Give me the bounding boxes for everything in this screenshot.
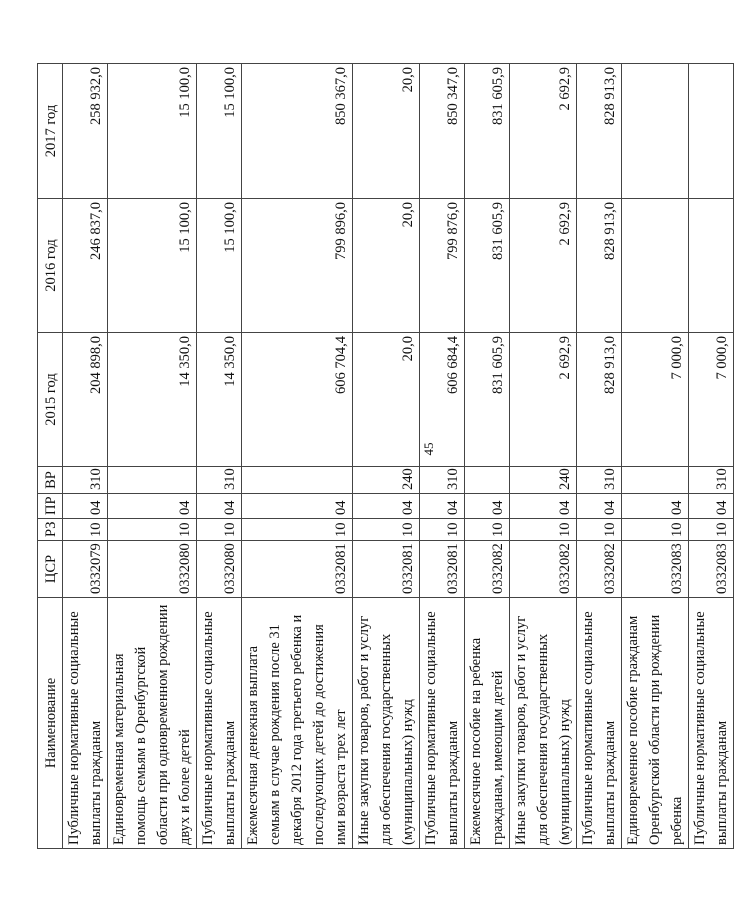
cell-2017: 15 100,0 xyxy=(197,64,242,199)
cell-name: Публичные нормативные социальные выплаты гражданам xyxy=(689,598,734,849)
cell-2017 xyxy=(689,64,734,199)
cell-2015: 7 000,0 xyxy=(622,333,689,467)
cell-2017 xyxy=(622,64,689,199)
cell-2017: 831 605,9 xyxy=(465,64,510,199)
cell-2015: 606 704,4 xyxy=(242,333,353,467)
budget-table xyxy=(37,63,734,849)
cell-2017: 15 100,0 xyxy=(108,64,197,199)
cell-name: Иные закупки товаров, работ и услуг для обеспечения государственных (муниципальных) нужд xyxy=(510,598,577,849)
cell-csr: 0332083 xyxy=(622,541,689,598)
table-row xyxy=(420,64,465,849)
cell-rz: 10 xyxy=(465,519,510,541)
cell-vr: 240 xyxy=(510,467,577,494)
cell-pr: 04 xyxy=(242,494,353,519)
table-row xyxy=(108,64,197,849)
cell-2017: 20,0 xyxy=(353,64,420,199)
cell-pr: 04 xyxy=(353,494,420,519)
cell-rz: 10 xyxy=(242,519,353,541)
cell-pr: 04 xyxy=(197,494,242,519)
cell-2017: 850 347,0 xyxy=(420,64,465,199)
table-row xyxy=(622,64,689,849)
table-header xyxy=(38,64,63,849)
cell-pr: 04 xyxy=(465,494,510,519)
cell-rz: 10 xyxy=(108,519,197,541)
cell-pr: 04 xyxy=(63,494,108,519)
cell-vr: 310 xyxy=(420,467,465,494)
cell-2015: 7 000,0 xyxy=(689,333,734,467)
cell-rz: 10 xyxy=(63,519,108,541)
cell-rz: 10 xyxy=(197,519,242,541)
cell-csr: 0332082 xyxy=(510,541,577,598)
cell-csr: 0332081 xyxy=(353,541,420,598)
cell-csr: 0332081 xyxy=(420,541,465,598)
header-2016: 2016 год xyxy=(38,199,63,333)
cell-2016: 15 100,0 xyxy=(197,199,242,333)
cell-rz: 10 xyxy=(510,519,577,541)
cell-csr: 0332080 xyxy=(108,541,197,598)
table-row xyxy=(689,64,734,849)
cell-pr: 04 xyxy=(420,494,465,519)
cell-2016: 799 876,0 xyxy=(420,199,465,333)
cell-vr xyxy=(108,467,197,494)
cell-rz: 10 xyxy=(353,519,420,541)
cell-2015: 2 692,9 xyxy=(510,333,577,467)
cell-pr: 04 xyxy=(510,494,577,519)
cell-2015: 14 350,0 xyxy=(108,333,197,467)
cell-rz: 10 xyxy=(420,519,465,541)
cell-name: Публичные нормативные социальные выплаты гражданам xyxy=(420,598,465,849)
cell-2016: 15 100,0 xyxy=(108,199,197,333)
cell-2015: 828 913,0 xyxy=(577,333,622,467)
cell-2015: 20,0 xyxy=(353,333,420,467)
cell-vr: 310 xyxy=(577,467,622,494)
table-body xyxy=(63,64,734,849)
table-row xyxy=(242,64,353,849)
cell-name: Единовременная материальная помощь семьям в Оренбургской области при одновременном рождении двух и более детей xyxy=(108,598,197,849)
header-vr: ВР xyxy=(38,467,63,494)
cell-2016: 2 692,9 xyxy=(510,199,577,333)
cell-2016: 20,0 xyxy=(353,199,420,333)
cell-2015: 831 605,9 xyxy=(465,333,510,467)
header-rz: РЗ xyxy=(38,519,63,541)
header-2017: 2017 год xyxy=(38,64,63,199)
header-csr: ЦСР xyxy=(38,541,63,598)
table-row xyxy=(63,64,108,849)
cell-2017: 258 932,0 xyxy=(63,64,108,199)
cell-name: Ежемесячная денежная выплата семьям в случае рождения после 31 декабря 2012 года третьего ребенка и последующих детей до достижения ими возраста трех лет xyxy=(242,598,353,849)
cell-2016: 828 913,0 xyxy=(577,199,622,333)
cell-2015: 606 684,4 xyxy=(420,333,465,467)
cell-csr: 0332081 xyxy=(242,541,353,598)
cell-name: Публичные нормативные социальные выплаты гражданам xyxy=(197,598,242,849)
cell-vr xyxy=(242,467,353,494)
cell-pr: 04 xyxy=(689,494,734,519)
cell-vr: 310 xyxy=(689,467,734,494)
cell-name: Публичные нормативные социальные выплаты гражданам xyxy=(63,598,108,849)
header-name: Наименование xyxy=(38,598,63,849)
table-row xyxy=(465,64,510,849)
cell-vr: 310 xyxy=(197,467,242,494)
cell-pr: 04 xyxy=(622,494,689,519)
cell-2016: 831 605,9 xyxy=(465,199,510,333)
cell-rz: 10 xyxy=(689,519,734,541)
cell-2016: 799 896,0 xyxy=(242,199,353,333)
header-2015: 2015 год xyxy=(38,333,63,467)
cell-2015: 14 350,0 xyxy=(197,333,242,467)
table-row xyxy=(353,64,420,849)
header-pr: ПР xyxy=(38,494,63,519)
cell-pr: 04 xyxy=(108,494,197,519)
cell-vr xyxy=(465,467,510,494)
cell-name: Единовременное пособие гражданам Оренбургской области при рождении ребенка xyxy=(622,598,689,849)
cell-2016: 246 837,0 xyxy=(63,199,108,333)
cell-vr: 310 xyxy=(63,467,108,494)
table-row xyxy=(577,64,622,849)
cell-vr xyxy=(622,467,689,494)
cell-rz: 10 xyxy=(577,519,622,541)
cell-2015: 204 898,0 xyxy=(63,333,108,467)
cell-2016 xyxy=(689,199,734,333)
cell-name: Публичные нормативные социальные выплаты гражданам xyxy=(577,598,622,849)
cell-vr: 240 xyxy=(353,467,420,494)
cell-2016 xyxy=(622,199,689,333)
page-number: 45 xyxy=(421,442,436,456)
cell-2017: 850 367,0 xyxy=(242,64,353,199)
cell-2017: 2 692,9 xyxy=(510,64,577,199)
table-row xyxy=(510,64,577,849)
table-row xyxy=(197,64,242,849)
cell-pr: 04 xyxy=(577,494,622,519)
cell-csr: 0332079 xyxy=(63,541,108,598)
cell-rz: 10 xyxy=(622,519,689,541)
cell-csr: 0332083 xyxy=(689,541,734,598)
cell-2017: 828 913,0 xyxy=(577,64,622,199)
cell-name: Иные закупки товаров, работ и услуг для обеспечения государственных (муниципальных) нужд xyxy=(353,598,420,849)
cell-csr: 0332082 xyxy=(577,541,622,598)
cell-name: Ежемесячное пособие на ребенка гражданам, имеющим детей xyxy=(465,598,510,849)
cell-csr: 0332080 xyxy=(197,541,242,598)
cell-csr: 0332082 xyxy=(465,541,510,598)
